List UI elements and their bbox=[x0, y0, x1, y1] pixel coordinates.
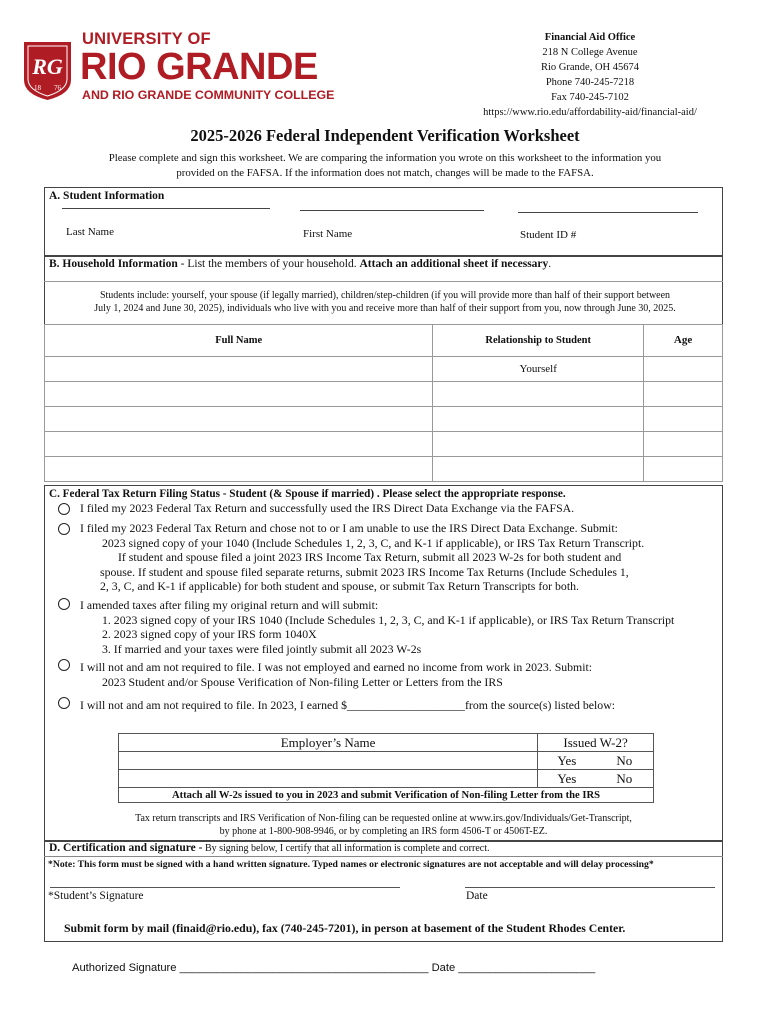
household-row bbox=[45, 407, 723, 432]
section-a-student-information bbox=[44, 187, 723, 256]
section-b-heading bbox=[45, 257, 722, 271]
section-a-heading: A. Student Information bbox=[49, 190, 165, 202]
col-employer-name: Employer’s Name bbox=[119, 734, 538, 752]
section-b-divider bbox=[44, 281, 723, 282]
household-relationship-cell[interactable] bbox=[433, 432, 644, 457]
intro-line-2: provided on the FAFSA. If the information does not match, changes will be made to the FAFSA. bbox=[176, 167, 594, 179]
logo-university-of: UNIVERSITY OF bbox=[82, 30, 211, 48]
household-row bbox=[45, 382, 723, 407]
filing-option-radio-5[interactable] bbox=[58, 697, 70, 709]
household-relationship-cell[interactable] bbox=[433, 382, 644, 407]
filing-option-5-text bbox=[80, 698, 720, 713]
section-b-heading-attach: Attach an additional sheet if necessary bbox=[359, 258, 549, 270]
office-address-block bbox=[440, 30, 740, 120]
submit-instructions: Submit form by mail (finaid@rio.edu), fax (740-245-7201), in person at basement of the Student Rhodes Center. bbox=[64, 921, 626, 935]
filing-option-radio-2[interactable] bbox=[58, 523, 70, 535]
section-d-heading-title: D. Certification and signature - bbox=[49, 842, 203, 854]
filing-option-4-line-2: 2023 Student and/or Spouse Verification of Non-filing Letter or Letters from the IRS bbox=[102, 674, 503, 689]
household-age-cell[interactable] bbox=[644, 457, 723, 482]
filing-option-3-text bbox=[80, 598, 720, 656]
household-table bbox=[44, 324, 723, 482]
col-age: Age bbox=[644, 325, 723, 357]
signature-date-field[interactable] bbox=[465, 887, 715, 888]
office-phone: Phone 740-245-7218 bbox=[545, 77, 635, 88]
student-signature-label: *Student’s Signature bbox=[48, 890, 144, 902]
filing-option-5-line-1: I will not and am not required to file. In 2023, I earned $____________________from the source(s) listed below: bbox=[80, 698, 616, 712]
w2-no-option[interactable]: No bbox=[596, 752, 654, 770]
section-b-heading-end: . bbox=[548, 258, 552, 270]
transcript-note-line-1: Tax return transcripts and IRS Verification of Non-filing can be requested online at www.irs.gov/Individuals/Get-Transcript, bbox=[135, 813, 632, 824]
filing-option-3-line-3: 2. 2023 signed copy of your IRS form 1040X bbox=[102, 627, 317, 641]
office-fax: Fax 740-245-7102 bbox=[551, 92, 629, 103]
authorized-signature-label: Authorized Signature bbox=[72, 962, 177, 974]
w2-yes-option[interactable]: Yes bbox=[538, 752, 596, 770]
signature-date-label: Date bbox=[466, 890, 488, 902]
household-age-cell[interactable] bbox=[644, 407, 723, 432]
filing-option-1-line-1: I filed my 2023 Federal Tax Return and successfully used the IRS Direct Data Exchange via the FAFSA. bbox=[80, 501, 575, 515]
office-url-link[interactable]: https://www.rio.edu/affordability-aid/financial-aid/ bbox=[483, 107, 697, 118]
filing-option-radio-3[interactable] bbox=[58, 598, 70, 610]
student-id-field[interactable] bbox=[518, 212, 698, 213]
logo-community-college: AND RIO GRANDE COMMUNITY COLLEGE bbox=[82, 88, 335, 102]
seal-year-left: 18 bbox=[34, 84, 41, 92]
student-id-label: Student ID # bbox=[520, 229, 577, 241]
filing-option-2-line-5: 2, 3, C, and K-1 if applicable) for both student and spouse, or submit Tax Return Transcripts for both. bbox=[100, 579, 579, 593]
household-table-header bbox=[45, 325, 723, 357]
filing-option-2-line-4: spouse. If student and spouse filed separate returns, submit 2023 IRS Income Tax Returns (Include Schedules 1, bbox=[100, 564, 629, 579]
household-note-line-1: Students include: yourself, your spouse (if legally married), children/step-children (if you will provide more than half of their support between bbox=[99, 290, 671, 301]
employer-row bbox=[119, 752, 654, 770]
office-street: 218 N College Avenue bbox=[542, 47, 638, 58]
household-row bbox=[45, 457, 723, 482]
employer-row bbox=[119, 770, 654, 788]
intro-line-1: Please complete and sign this worksheet. We are comparing the information you wrote on this worksheet to the information you bbox=[108, 152, 662, 164]
office-city: Rio Grande, OH 45674 bbox=[541, 62, 639, 73]
first-name-field[interactable] bbox=[300, 210, 484, 211]
col-full-name: Full Name bbox=[45, 325, 433, 357]
household-age-cell[interactable] bbox=[644, 432, 723, 457]
filing-option-3-line-2: 1. 2023 signed copy of your IRS 1040 (Include Schedules 1, 2, 3, C, and K-1 if applicable), or IRS Tax Return Transcript bbox=[102, 612, 675, 627]
student-signature-field[interactable] bbox=[50, 887, 400, 888]
filing-option-1-text bbox=[80, 501, 574, 516]
household-name-cell[interactable] bbox=[45, 407, 433, 432]
employer-table bbox=[118, 733, 654, 803]
section-b-heading-title: B. Household Information bbox=[49, 258, 178, 270]
household-row bbox=[45, 432, 723, 457]
household-name-cell[interactable] bbox=[45, 457, 433, 482]
university-seal-logo bbox=[20, 36, 75, 102]
household-name-cell[interactable] bbox=[45, 357, 433, 382]
filing-option-radio-1[interactable] bbox=[58, 503, 70, 515]
filing-option-3-line-1: I amended taxes after filing my original return and will submit: bbox=[80, 598, 379, 612]
last-name-label: Last Name bbox=[66, 226, 114, 238]
authorized-date-field[interactable]: ______________________ bbox=[458, 962, 596, 974]
section-b-heading-desc: - List the members of your household. bbox=[177, 258, 360, 270]
col-relationship: Relationship to Student bbox=[433, 325, 644, 357]
logo-rio-grande: RIO GRANDE bbox=[80, 46, 318, 88]
authorized-signature-field[interactable]: ________________________________________ bbox=[179, 962, 429, 974]
authorized-date-label: Date bbox=[431, 962, 456, 974]
household-relationship-cell[interactable] bbox=[433, 407, 644, 432]
filing-option-2-line-1: I filed my 2023 Federal Tax Return and chose not to or I am unable to use the IRS Direct Data Exchange. Submit: bbox=[80, 521, 618, 535]
household-row bbox=[45, 357, 723, 382]
household-note bbox=[50, 290, 720, 315]
employer-name-cell[interactable] bbox=[119, 752, 538, 770]
household-note-line-2: July 1, 2024 and June 30, 2025), individuals who live with you and receive more than half of their support from you, now through June 30, 2025. bbox=[94, 302, 676, 314]
authorized-signature-row bbox=[72, 962, 595, 974]
household-name-cell[interactable] bbox=[45, 382, 433, 407]
household-age-cell[interactable] bbox=[644, 382, 723, 407]
section-d-divider bbox=[44, 856, 723, 857]
transcript-note bbox=[44, 812, 723, 838]
filing-option-2-text bbox=[80, 521, 720, 594]
employer-name-cell[interactable] bbox=[119, 770, 538, 788]
page-title: 2025-2026 Federal Independent Verification Worksheet bbox=[190, 126, 580, 145]
seal-initials: RG bbox=[32, 54, 63, 79]
last-name-field[interactable] bbox=[62, 208, 270, 209]
intro-text bbox=[70, 151, 700, 181]
household-age-cell[interactable] bbox=[644, 357, 723, 382]
filing-option-3-line-4: 3. If married and your taxes were filed jointly submit all 2023 W-2s bbox=[102, 641, 422, 656]
household-relationship-cell[interactable] bbox=[433, 457, 644, 482]
transcript-note-line-2: by phone at 1-800-908-9946, or by completing an IRS form 4506-T or 4506T-EZ. bbox=[219, 826, 548, 837]
employer-table-header bbox=[119, 734, 654, 752]
col-issued-w2: Issued W-2? bbox=[538, 734, 654, 752]
w2-no-option[interactable]: No bbox=[596, 770, 654, 788]
office-name: Financial Aid Office bbox=[544, 32, 636, 43]
filing-option-4-line-1: I will not and am not required to file. I was not employed and earned no income from work in 2023. Submit: bbox=[80, 660, 593, 674]
w2-attach-instruction: Attach all W-2s issued to you in 2023 and submit Verification of Non-filing Letter from the IRS bbox=[119, 788, 654, 803]
signature-note: *Note: This form must be signed with a hand written signature. Typed names or electronic signatures are not acceptable and will delay processing* bbox=[48, 859, 654, 870]
household-relationship-cell: Yourself bbox=[433, 357, 644, 382]
filing-option-2-line-3: If student and spouse filed a joint 2023 IRS Income Tax Return, submit all 2023 W-2s for both student and bbox=[118, 550, 622, 564]
w2-yes-option[interactable]: Yes bbox=[538, 770, 596, 788]
filing-option-radio-4[interactable] bbox=[58, 659, 70, 671]
employer-table-footer bbox=[119, 788, 654, 803]
section-d-heading-desc: By signing below, I certify that all information is complete and correct. bbox=[202, 843, 490, 854]
seal-year-right: 76 bbox=[54, 84, 61, 92]
first-name-label: First Name bbox=[303, 228, 353, 240]
section-d-heading bbox=[45, 841, 722, 856]
filing-option-2-line-2: 2023 signed copy of your 1040 (Include Schedules 1, 2, 3, C, and K-1 if applicable), or IRS Tax Return Transcript. bbox=[102, 535, 645, 550]
filing-option-4-text bbox=[80, 660, 720, 689]
section-c-heading: C. Federal Tax Return Filing Status - Student (& Spouse if married) . Please select the appropriate response. bbox=[49, 488, 566, 500]
household-name-cell[interactable] bbox=[45, 432, 433, 457]
